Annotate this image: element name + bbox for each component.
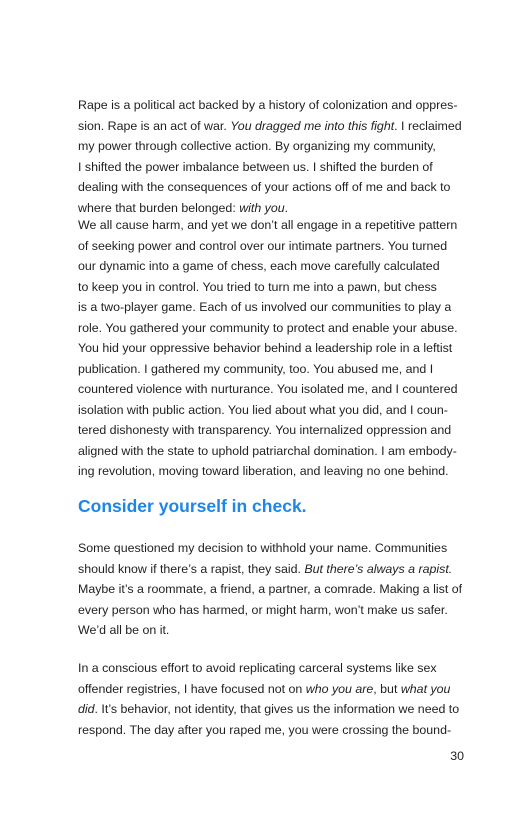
text-line: role. You gathered your community to protect and enable your abuse.	[78, 320, 458, 335]
text-line	[78, 177, 462, 198]
text-line	[78, 95, 462, 116]
text-line: respond. The day after you raped me, you were crossing the bound-	[78, 722, 452, 737]
text-line: is a two-player game. Each of us involved our communities to play a	[78, 300, 452, 314]
text-line	[78, 136, 462, 157]
text-run: should know if there’s a rapist, they said.	[78, 561, 305, 576]
text-line: Maybe it’s a roommate, a friend, a partner, a comrade. Making a list of	[78, 582, 463, 596]
emphasis-text: You dragged me into this fight	[230, 118, 395, 133]
paragraph-carceral-systems	[78, 658, 462, 740]
emphasis-text: who you are	[305, 681, 374, 696]
text-line	[78, 699, 462, 720]
text-line	[78, 679, 462, 700]
text-run: . I reclaimed	[394, 118, 462, 133]
section-heading: Consider yourself in check.	[78, 496, 307, 516]
text-line: We all cause harm, and yet we don’t all engage in a repetitive pattern	[78, 218, 458, 232]
text-run: dealing with the consequences of your actions off of me and back to	[78, 180, 451, 194]
text-run: I shifted the power imbalance between us. I shifted the burden of	[78, 159, 433, 174]
text-line: We’d all be on it.	[78, 623, 170, 637]
text-run: offender registries, I have focused not on	[78, 681, 306, 696]
text-run: sion. Rape is an act of war.	[78, 118, 231, 133]
text-line: isolation with public action. You lied about what you did, and I coun-	[78, 402, 448, 417]
text-line: aligned with the state to uphold patriarchal domination. I am embody-	[78, 443, 457, 458]
emphasis-text: what you	[400, 681, 451, 696]
paragraph-political-act	[78, 95, 462, 218]
text-line: publication. I gathered my community, too. You abused me, and I	[78, 361, 434, 376]
text-line	[78, 116, 462, 137]
text-line: tered dishonesty with transparency. You internalized oppression and	[78, 423, 452, 437]
emphasis-text: But there’s always a rapist.	[304, 561, 453, 576]
text-run: . It’s behavior, not identity, that gives us the information we need to	[94, 702, 460, 716]
page-number: 30	[450, 749, 464, 763]
paragraph-withhold-name	[78, 538, 462, 641]
emphasis-text: with you	[239, 200, 285, 215]
text-run: my power through collective action. By organizing my community,	[78, 139, 436, 153]
text-line: In a conscious effort to avoid replicating carceral systems like sex	[78, 661, 437, 675]
text-line: ing revolution, moving toward liberation, and leaving no one behind.	[78, 464, 449, 478]
text-run: , but	[373, 681, 401, 696]
text-line	[78, 559, 462, 580]
text-line: to keep you in control. You tried to turn me into a pawn, but chess	[78, 279, 437, 294]
text-line	[78, 157, 462, 178]
text-line: our dynamic into a game of chess, each move carefully calculated	[78, 259, 440, 273]
text-line: every person who has harmed, or might harm, won’t make us safer.	[78, 602, 448, 617]
paragraph-chess-game	[78, 215, 462, 482]
text-line: You hid your oppressive behavior behind a leadership role in a leftist	[78, 341, 453, 355]
text-line: of seeking power and control over our intimate partners. You turned	[78, 238, 448, 253]
text-run: .	[284, 200, 289, 215]
emphasis-text: did	[78, 702, 95, 716]
text-line: countered violence with nurturance. You isolated me, and I countered	[78, 382, 458, 396]
text-run: where that burden belonged:	[78, 200, 240, 215]
text-run: Rape is a political act backed by a history of colonization and oppres-	[78, 98, 458, 112]
text-line: Some questioned my decision to withhold your name. Communities	[78, 541, 448, 555]
